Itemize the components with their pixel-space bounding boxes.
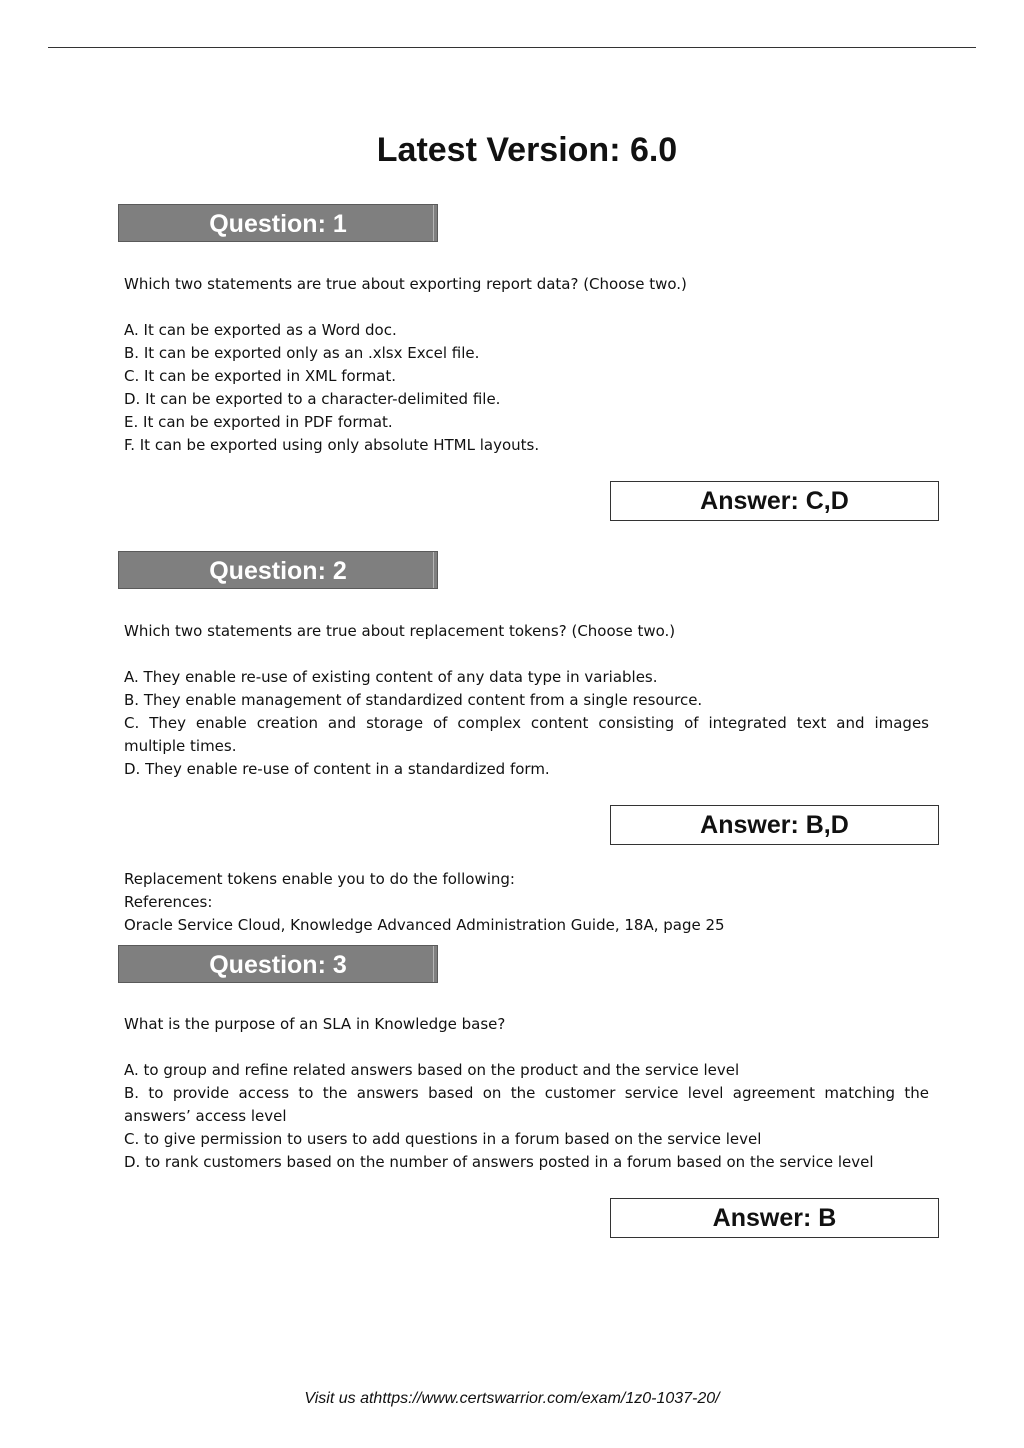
question-2-option: C. They enable creation and storage of complex content consisting of integrated text and images [124,714,929,732]
question-3-option-continued: answers’ access level [124,1107,287,1125]
explanation-line: Replacement tokens enable you to do the following: [124,870,515,888]
question-1-body [124,273,929,457]
question-1-option: B. It can be exported only as an .xlsx Excel file. [124,344,480,362]
question-2-answer: Answer: B,D [610,805,939,845]
question-2-option-continued: multiple times. [124,737,237,755]
references-label: References: [124,893,213,911]
question-1-option: C. It can be exported in XML format. [124,367,397,385]
question-2-option: D. They enable re-use of content in a standardized form. [124,760,550,778]
question-2-explanation [124,868,929,937]
question-1-option: A. It can be exported as a Word doc. [124,321,397,339]
question-3-option: A. to group and refine related answers based on the product and the service level [124,1061,740,1079]
question-2-prompt: Which two statements are true about replacement tokens? (Choose two.) [124,622,676,640]
question-2-option: A. They enable re-use of existing content of any data type in variables. [124,668,658,686]
question-1-option: D. It can be exported to a character-delimited file. [124,390,501,408]
question-3-answer: Answer: B [610,1198,939,1238]
question-3-option: C. to give permission to users to add questions in a forum based on the service level [124,1130,762,1148]
page-title: Latest Version: 6.0 [376,131,678,169]
footer-link[interactable]: Visit us athttps://www.certswarrior.com/exam/1z0-1037-20/ [304,1390,720,1407]
question-1-answer: Answer: C,D [610,481,939,521]
question-1-prompt: Which two statements are true about exporting report data? (Choose two.) [124,275,687,293]
question-2-header: Question: 2 [118,551,438,589]
header-rule [48,47,976,48]
question-3-option: D. to rank customers based on the number of answers posted in a forum based on the service level [124,1153,874,1171]
question-3-header: Question: 3 [118,945,438,983]
reference-source: Oracle Service Cloud, Knowledge Advanced Administration Guide, 18A, page 25 [124,916,725,934]
question-2-option: B. They enable management of standardized content from a single resource. [124,691,703,709]
question-3-body [124,1013,929,1174]
question-3-prompt: What is the purpose of an SLA in Knowledge base? [124,1015,506,1033]
question-1-option: E. It can be exported in PDF format. [124,413,393,431]
question-1-header: Question: 1 [118,204,438,242]
question-1-option: F. It can be exported using only absolute HTML layouts. [124,436,540,454]
question-2-body [124,620,929,781]
question-3-option: B. to provide access to the answers based on the customer service level agreement matching the [124,1084,929,1102]
